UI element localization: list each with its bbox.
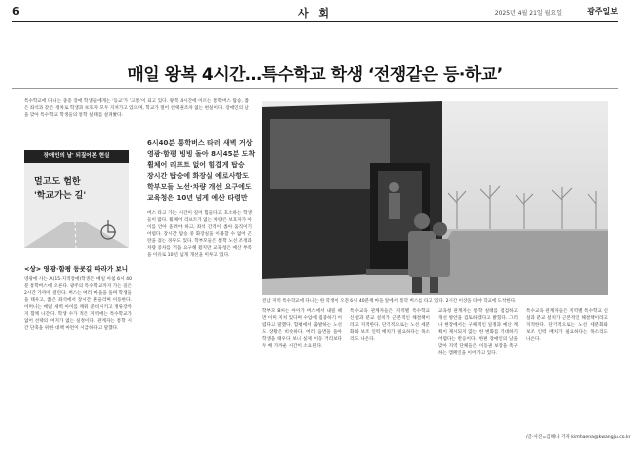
news-photo (262, 101, 608, 295)
deck-line: 학부모들 노선·차량 개선 요구에도 (147, 183, 252, 191)
series-band: 장애인의 날' 되짚어본 현실 (24, 150, 129, 163)
sidebar-caption-title: <상> 영광·함평 등굣길 따라가 보니 (24, 265, 129, 273)
section-title: 사 회 (297, 7, 333, 20)
series-box (24, 150, 129, 248)
article-body-col3: 버스 타고 가는 시간이 길어 힘들다고 호소하는 학생들이 많다. 휠체어 리프트가 없는 차량은 보호자가 아이를 안아 올려야 하고, 좌석 간격이 좁아 움직이기 어렵다. 장시간 탑승 중 화장실을 이용할 수 없어 곤란을 겪는 경우도 있다. 학부모들은 통학 노선 조정과 차량 증차를 거듭 요구해 왔지만 교육청은 예산 부족을 이유로 10년 넘게 개선을 미루고 있다. (147, 211, 252, 258)
article-body-col6: 교육청 관계자는 통학 실태를 점검하고 개선 방안을 검토하겠다고 밝혔다. 그러나 현장에서는 구체적인 일정과 예산 계획이 제시되지 않는 한 변화를 기대하기 어렵다는 반응이다. 한편 장애인의 날을 맞아 지역 단체들은 이동권 보장을 촉구하는 캠페인을 이어가고 있다. (438, 309, 518, 356)
issue-date: 2025년 4월 21일 월요일 (494, 10, 562, 17)
deck-line: 영광·함평 빙빙 돌아 8시45분 도착 (147, 150, 256, 158)
lead-text: 특수학교에 다니는 중증 장애 학생들에게는 '등교'가 '고통'이 되고 있다. 왕복 4시간에 이르는 통학버스 탑승, 좁은 좌석과 잦은 정차로 학생과 보호자 모두 지쳐가고 있으며, 학교가 멀어 선택권조차 없는 현실이다. 장애인의 날을 맞아 특수학교 학생들의 통학 실태를 살펴봤다. (24, 99, 249, 118)
page-number: 6 (12, 5, 20, 18)
series-title-line1: 멀고도 험한 (34, 177, 81, 187)
byline: /글·사진=김해나 기자 kimhaena@kwangju.co.kr (526, 435, 631, 440)
bus-photo-image (262, 101, 608, 295)
article-body-col7: 특수교육 관계자들은 지역별 특수학교 신설과 분교 설치가 근본적인 해결책이라고 지적한다. 단기적으로는 노선 세분화와 보조 인력 배치가 필요하다는 목소리도 나온다. (526, 309, 608, 342)
deck-line: 휠체어 리프트 없어 힘겹게 탑승 (147, 161, 245, 169)
photo-caption: 전남 지역 특수학교에 다니는 한 학생이 오전 6시 40분께 마을 앞에서 통학 버스를 타고 있다. 2시간 이상을 타야 학교에 도착한다. (262, 299, 517, 304)
deck-subheads (147, 138, 255, 204)
headline-rule (12, 88, 618, 89)
deck-line: 장시간 탑승에 화장실 예로사항도 (147, 172, 249, 180)
sidebar-body: 영광에 사는 A(15·지적장애)학생은 매일 아침 6시 40분 통학버스에 오른다. 광주의 특수학교까지 가는 길은 2시간 가까이 걸린다. 버스는 여러 마을을 돌며 학생들을 태우고, 좁은 좌석에서 장시간 흔들리며 이동한다. 어머니는 매일 새벽 아이를 깨워 준비시키고 정류장까지 함께 나간다. 학생 수가 적은 지역에는 특수학교가 없어 선택의 여지가 없는 실정이다. 관계자는 통학 시간 단축을 위한 대책 마련이 시급하다고 말했다. (24, 277, 132, 331)
deck-line: 교육청은 10년 넘게 예산 타령만 (147, 194, 248, 202)
road-illustration (24, 208, 129, 248)
series-title-line2: '학교가는 길' (34, 191, 87, 201)
article-body-col5: 특수교육 관계자들은 지역별 특수학교 신설과 분교 설치가 근본적인 해결책이라고 지적한다. 단기적으로는 노선 세분화와 보조 인력 배치가 필요하다는 목소리도 나온다. (350, 309, 430, 342)
headline: 매일 왕복 4시간…특수학교 학생 ‘전쟁같은 등·하교’ (127, 65, 503, 85)
deck-line: 6시40분 통학버스 타러 새벽 거상 (147, 139, 253, 147)
page-header (12, 4, 618, 22)
article-body-col4: 학부모 B씨는 아이가 버스에서 내릴 때면 이미 지쳐 있다며 수업에 집중하기 어렵다고 말했다. 함평에서 출발하는 노선도 상황은 비슷하다. 여러 읍면을 돌아 학생을 태우다 보니 실제 이동 거리보다 두 배 가까운 시간이 소요된다. (262, 309, 342, 349)
paper-name: 광주일보 (587, 7, 618, 16)
